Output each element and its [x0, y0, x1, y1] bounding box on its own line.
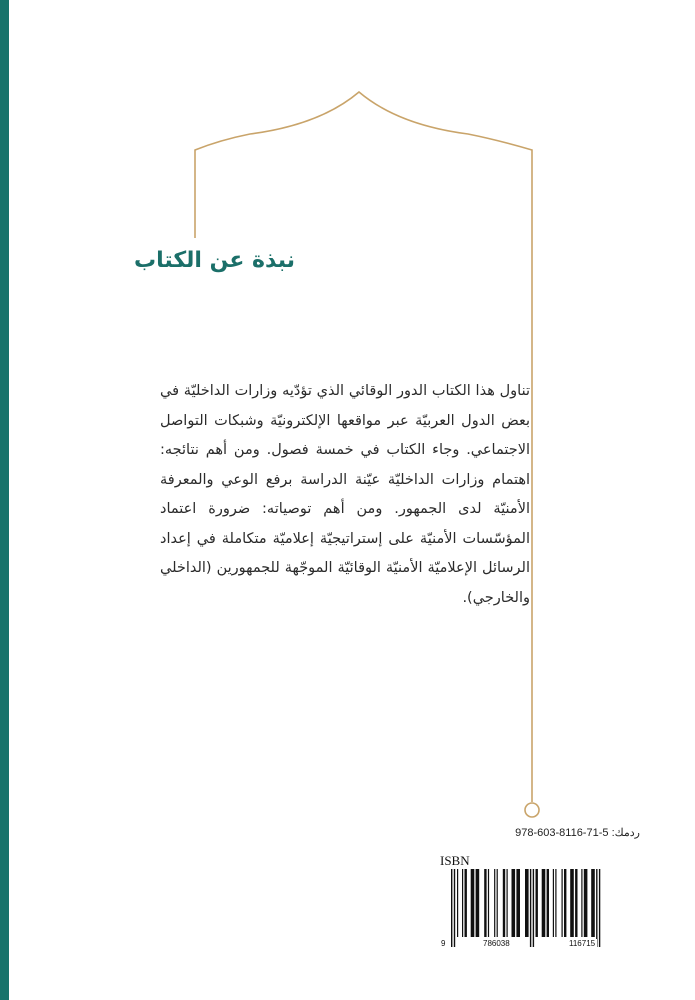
- barcode-bar: [542, 869, 546, 937]
- arch-end-circle: [525, 803, 539, 817]
- barcode-bar: [457, 869, 458, 937]
- barcode-bar: [584, 869, 588, 937]
- barcode-bar: [547, 869, 549, 937]
- barcode: [437, 847, 643, 955]
- barcode-bar: [494, 869, 495, 937]
- barcode-bar: [484, 869, 486, 937]
- isbn-label: ردمك:: [611, 827, 640, 839]
- barcode-digits-right: 116715: [569, 939, 596, 948]
- barcode-bar: [555, 869, 556, 937]
- barcode-bar: [497, 869, 498, 937]
- barcode-bar: [570, 869, 574, 937]
- barcode-digit-lead: 9: [441, 939, 446, 948]
- isbn-line: [440, 826, 640, 839]
- barcode-bar: [553, 869, 554, 937]
- isbn-number: 978-603-8116-71-5: [515, 827, 609, 839]
- barcode-guard-bar: [596, 869, 597, 947]
- barcode-guard-bar: [530, 869, 531, 947]
- barcode-bar: [488, 869, 489, 937]
- barcode-bar: [562, 869, 563, 937]
- barcode-bar: [471, 869, 475, 937]
- barcode-bar: [507, 869, 508, 937]
- barcode-bar: [581, 869, 582, 937]
- barcode-bar: [575, 869, 577, 937]
- section-heading: نبذة عن الكتاب: [133, 248, 295, 273]
- barcode-digits-left: 786038: [483, 939, 510, 948]
- barcode-bar: [503, 869, 505, 937]
- barcode-guard-bar: [451, 869, 452, 947]
- barcode-bar: [516, 869, 520, 937]
- barcode-bar: [564, 869, 566, 937]
- barcode-guard-bar: [599, 869, 600, 947]
- barcode-bar: [462, 869, 463, 937]
- barcode-bar: [591, 869, 595, 937]
- book-abstract: تناول هذا الكتاب الدور الوقائي الذي تؤدّيه وزارات الداخليّة في بعض الدول العربيّة عبر مواقعها الإلكترونيّة وشبكات التواصل الاجتماعي. وجاء الكتاب في خمسة فصول. ومن أهم نتائجه: اهتمام وزارات الداخليّة عيّنة الدراسة برفع الوعي والمعرفة الأمنيّة لدى الجمهور. ومن أهم توصياته: ضرورة اعتماد المؤسّسات الأمنيّة على إستراتيجيّة إعلاميّة متكاملة في إعداد الرسائل الإعلاميّة الأمنيّة الوقائيّة الموجّهة للجمهورين (الداخلي والخارجي).: [160, 383, 530, 606]
- barcode-guard-bar: [454, 869, 455, 947]
- barcode-bar: [476, 869, 480, 937]
- barcode-isbn-label: ISBN: [440, 853, 470, 868]
- barcode-bar: [465, 869, 467, 937]
- barcode-bar: [536, 869, 538, 937]
- barcode-guard-bar: [533, 869, 534, 947]
- barcode-bar: [525, 869, 529, 937]
- barcode-bar: [512, 869, 516, 937]
